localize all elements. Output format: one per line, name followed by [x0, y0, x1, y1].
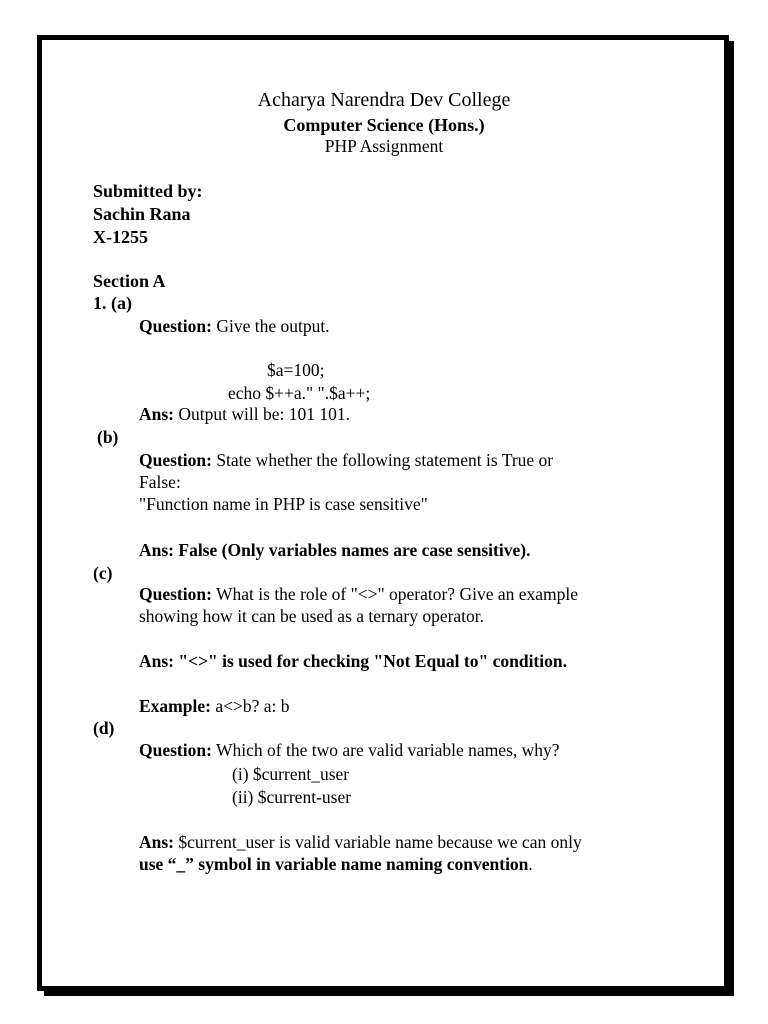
answer-label: Ans: [139, 404, 175, 424]
question-text: State whether the following statement is True or [211, 450, 554, 470]
option-1: (i) $current_user [232, 764, 350, 784]
answer-label: Ans: [139, 832, 175, 852]
code-line-1: $a=100; [267, 360, 325, 380]
part-d-label: (d) [93, 718, 115, 738]
assignment-title: PHP Assignment [324, 136, 444, 156]
part-b-label: (b) [97, 427, 119, 447]
course-title: Computer Science (Hons.) [283, 115, 485, 135]
submitter-name: Sachin Rana [93, 204, 191, 224]
question-label: Question: [139, 316, 212, 336]
answer-text-end: . [528, 854, 533, 874]
submitted-by-label: Submitted by: [93, 181, 203, 201]
option-2: (ii) $current-user [232, 787, 352, 807]
question-label: Question: [139, 450, 212, 470]
answer-c: Ans: "<>" is used for checking "Not Equal to" condition. [139, 651, 567, 671]
example-c [139, 696, 289, 717]
question-text: Give the output. [211, 316, 330, 336]
question-c-line1 [139, 584, 578, 605]
answer-text: Output will be: 101 101. [174, 404, 350, 424]
question-b-line3: "Function name in PHP is case sensitive" [139, 494, 428, 514]
answer-d-line2 [139, 854, 533, 875]
code-line-2: echo $++a." ".$a++; [228, 383, 371, 403]
example-text: a<>b? a: b [210, 696, 290, 716]
answer-text: $current_user is valid variable name because we can only [174, 832, 582, 852]
submitter-roll: X-1255 [93, 227, 148, 247]
answer-a [139, 404, 350, 425]
question-b-line2: False: [139, 472, 181, 492]
answer-b: Ans: False (Only variables names are case sensitive). [139, 540, 531, 560]
example-label: Example: [139, 696, 211, 716]
answer-d-line1 [139, 832, 582, 853]
section-title: Section A [93, 271, 166, 291]
answer-text-bold: use “_” symbol in variable name naming convention [139, 854, 529, 874]
question-text: What is the role of "<>" operator? Give an example [211, 584, 579, 604]
part-c-label: (c) [93, 563, 113, 583]
question-label: Question: [139, 740, 212, 760]
question-text: Which of the two are valid variable names, why? [211, 740, 560, 760]
college-title: Acharya Narendra Dev College [257, 89, 511, 111]
question-number: 1. (a) [93, 293, 132, 313]
question-a [139, 316, 330, 337]
question-d [139, 740, 560, 761]
question-label: Question: [139, 584, 212, 604]
question-c-line2: showing how it can be used as a ternary operator. [139, 606, 485, 626]
question-b-line1 [139, 450, 553, 471]
